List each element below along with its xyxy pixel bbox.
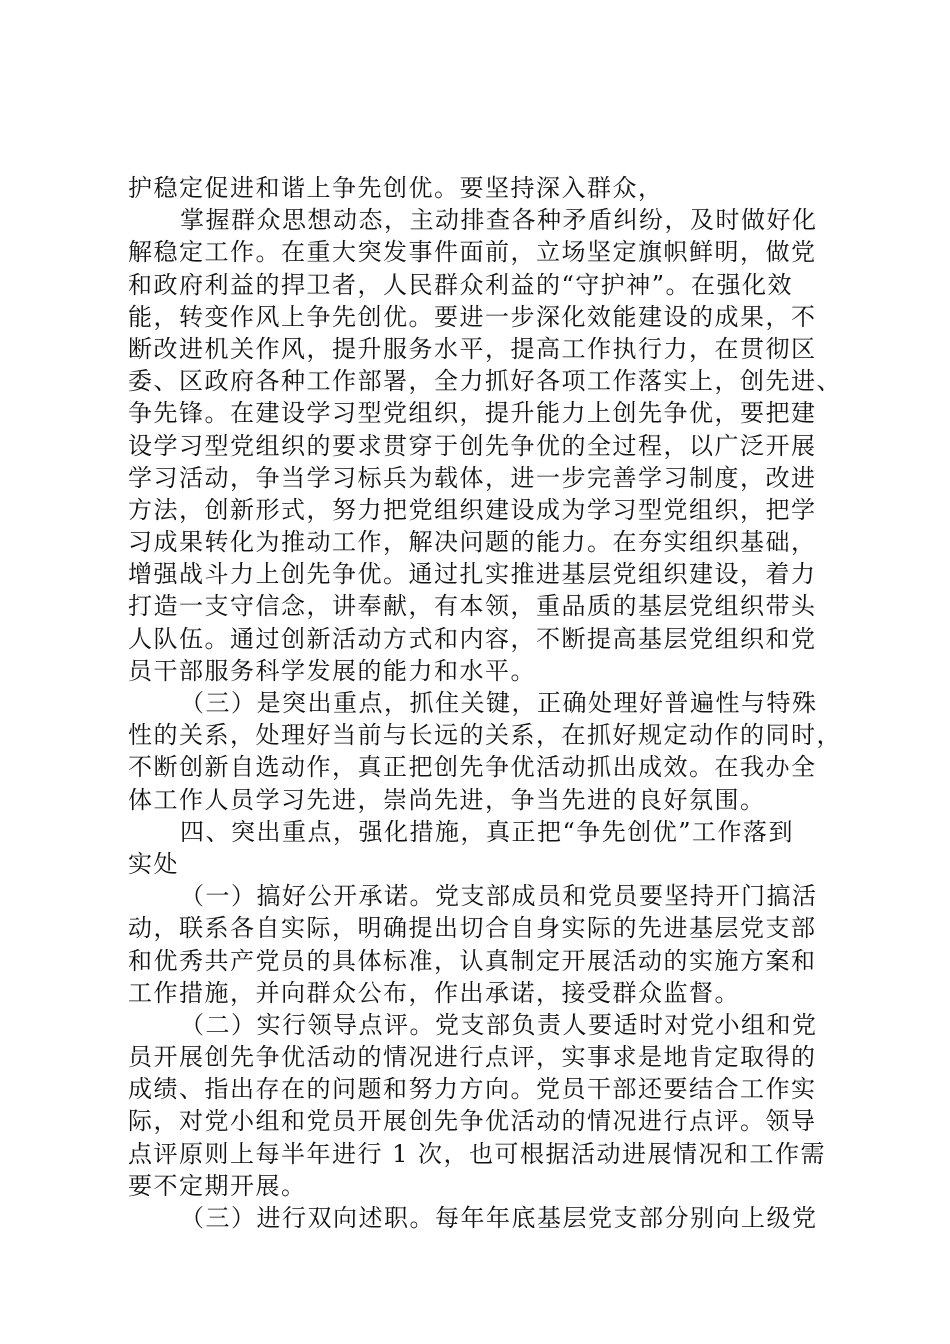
text-line: 和政府利益的捍卫者，人民群众利益的“守护神”。在强化效 — [128, 270, 794, 299]
text-line: 增强战斗力上创先争优。通过扎实推进基层党组织建设，着力 — [128, 560, 817, 589]
body-text — [128, 172, 842, 1234]
text-line: 护稳定促进和谐上争先创优。要坚持深入群众， — [128, 174, 664, 202]
text-line: 和优秀共产党员的具体标准，认真制定开展活动的实施方案和 — [128, 946, 817, 975]
text-line: 点评原则上每半年进行 1 次，也可根据活动进展情况和工作需 — [128, 1139, 827, 1168]
text-line: 解稳定工作。在重大突发事件面前，立场坚定旗帜鲜明，做党 — [128, 238, 817, 267]
text-line: （三）进行双向述职。每年年底基层党支部分别向上级党 — [180, 1204, 818, 1232]
text-line: 方法，创新形式，努力把党组织建设成为学习型党组织，把学 — [128, 495, 817, 524]
text-line: 不断创新自选动作，真正把创先争优活动抓出成效。在我办全 — [128, 753, 817, 782]
text-line: 体工作人员学习先进，崇尚先进，争当先进的良好氛围。 — [128, 785, 766, 814]
text-line: 员开展创先争优活动的情况进行点评，实事求是地肯定取得的 — [128, 1043, 817, 1072]
text-line: 能，转变作风上争先创优。要进一步深化效能建设的成果，不 — [128, 302, 817, 331]
text-line: 断改进机关作风，提升服务水平，提高工作执行力，在贯彻区 — [128, 334, 817, 363]
text-line: （二）实行领导点评。党支部负责人要适时对党小组和党 — [180, 1010, 818, 1039]
text-line: 委、区政府各种工作部署，全力抓好各项工作落实上，创先进、 — [128, 367, 842, 396]
text-line: 人队伍。通过创新活动方式和内容，不断提高基层党组织和党 — [128, 624, 817, 653]
text-line: 要不定期开展。 — [128, 1171, 307, 1200]
text-line: 实处 — [128, 849, 179, 878]
text-line: 设学习型党组织的要求贯穿于创先争优的全过程，以广泛开展 — [128, 431, 817, 460]
text-line: 学习活动，争当学习标兵为载体，进一步完善学习制度，改进 — [128, 463, 817, 492]
text-line: 掌握群众思想动态，主动排查各种矛盾纠纷，及时做好化 — [180, 206, 818, 235]
text-line: （三）是突出重点，抓住关键，正确处理好普遍性与特殊 — [180, 689, 818, 717]
text-line: 工作措施，并向群众公布，作出承诺，接受群众监督。 — [128, 978, 740, 1007]
text-line: 打造一支守信念，讲奉献，有本领，重品质的基层党组织带头 — [128, 592, 817, 621]
text-line: 成绩、指出存在的问题和努力方向。党员干部还要结合工作实 — [128, 1075, 817, 1104]
text-line: 际，对党小组和党员开展创先争优活动的情况进行点评。领导 — [128, 1107, 817, 1136]
text-line: 争先锋。在建设学习型党组织，提升能力上创先争优，要把建 — [128, 399, 817, 428]
text-line: 员干部服务科学发展的能力和水平。 — [128, 656, 536, 685]
text-line: 习成果转化为推动工作，解决问题的能力。在夯实组织基础， — [128, 528, 817, 557]
text-line: 性的关系，处理好当前与长远的关系，在抓好规定动作的同时， — [128, 721, 842, 750]
text-line: 动，联系各自实际，明确提出切合自身实际的先进基层党支部 — [128, 914, 817, 943]
text-line: （一）搞好公开承诺。党支部成员和党员要坚持开门搞活 — [180, 882, 818, 911]
text-line: 四、突出重点，强化措施，真正把“争先创优”工作落到 — [180, 817, 795, 846]
